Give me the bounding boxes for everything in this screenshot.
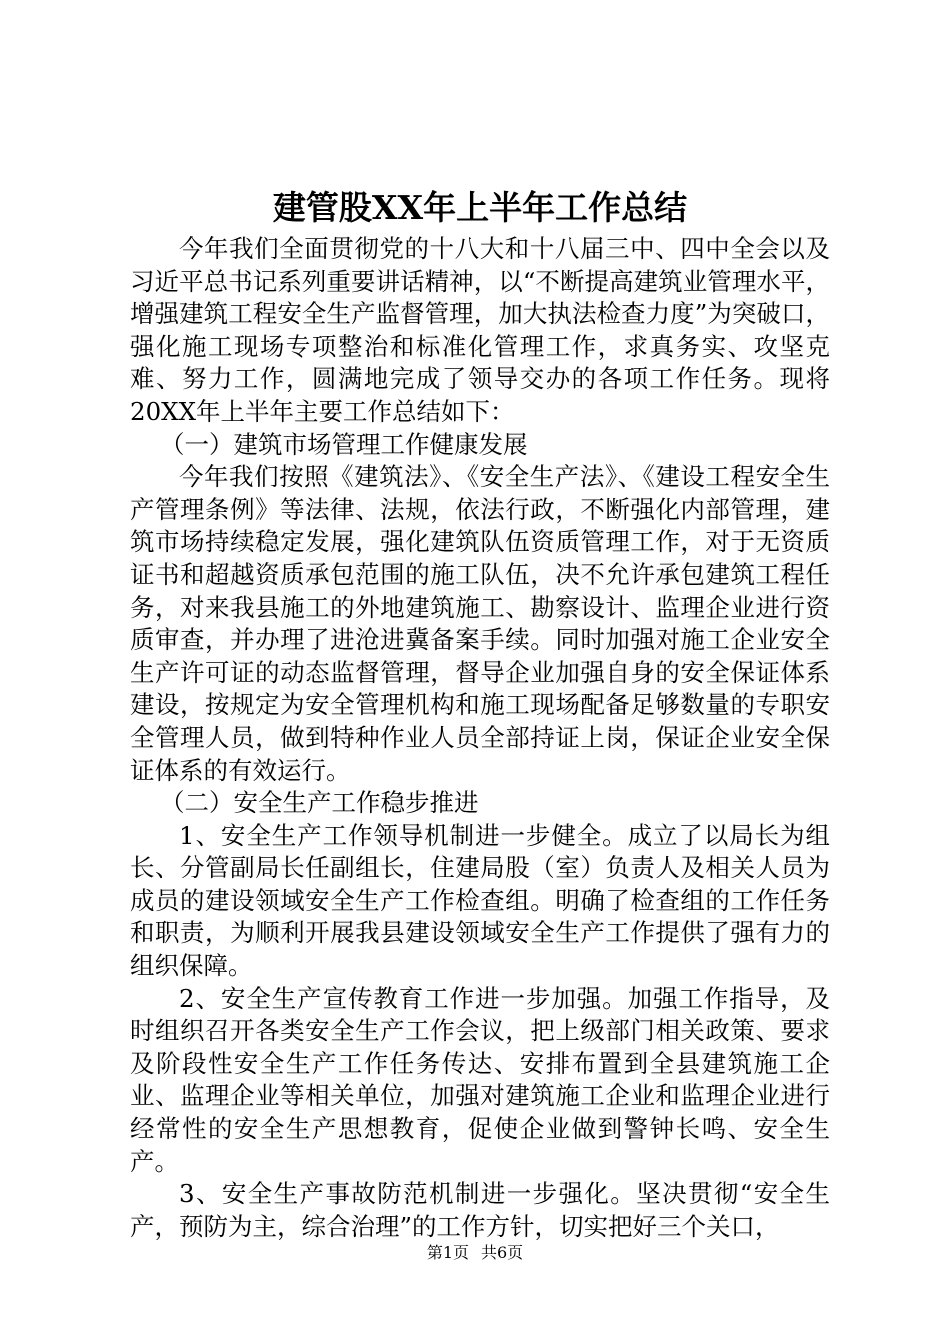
page-total: 共6页 (481, 1243, 524, 1262)
section-heading-2: （二）安全生产工作稳步推进 (160, 788, 479, 818)
safety-education-paragraph: 2、安全生产宣传教育工作进一步加强。加强工作指导，及时组织召开各类安全生产工作会议，把上级部门相关政策、要求及阶段性安全生产工作任务传达、安排布置到全县建筑施工企业、监理企业等相关单位，加强对建筑施工企业和监理企业进行经常性的安全生产思想教育，促使企业做到警钟长鸣、安全生产。 (130, 983, 830, 1176)
intro-paragraph: 今年我们全面贯彻党的十八大和十八届三中、四中全会以及习近平总书记系列重要讲话精神，以“不断提高建筑业管理水平，增强建筑工程安全生产监督管理，加大执法检查力度”为突破口，强化施工现场专项整治和标准化管理工作，求真务实、攻坚克难、努力工作，圆满地完成了领导交办的各项工作任务。现将20XX年上半年主要工作总结如下： (130, 234, 830, 426)
market-management-paragraph: 今年我们按照《建筑法》、《安全生产法》、《建设工程安全生产管理条例》等法律、法规，依法行政，不断强化内部管理，建筑市场持续稳定发展，强化建筑队伍资质管理工作，对于无资质证书和超越资质承包范围的施工队伍，决不允许承包建筑工程任务，对来我县施工的外地建筑施工、勘察设计、监理企业进行资质审查，并办理了进沧进冀备案手续。同时加强对施工企业安全生产许可证的动态监督管理，督导企业加强自身的安全保证体系建设，按规定为安全管理机构和施工现场配备足够数量的专职安全管理人员，做到特种作业人员全部持证上岗，保证企业安全保证体系的有效运行。 (130, 462, 830, 785)
page-number: 第1页 (426, 1243, 469, 1262)
section-heading-1: （一）建筑市场管理工作健康发展 (160, 429, 528, 459)
safety-leadership-paragraph: 1、安全生产工作领导机制进一步健全。成立了以局长为组长、分管副局长任副组长，住建局股（室）负责人及相关人员为成员的建设领域安全生产工作检查组。明确了检查组的工作任务和职责，为顺利开展我县建设领域安全生产工作提供了强有力的组织保障。 (130, 820, 830, 981)
document-title: 建管股XX年上半年工作总结 (272, 188, 688, 227)
document-body (130, 233, 830, 1243)
page-footer (0, 1243, 950, 1263)
accident-prevention-paragraph: 3、安全生产事故防范机制进一步强化。坚决贯彻“安全生产，预防为主，综合治理”的工作方针，切实把好三个关口， (130, 1179, 830, 1241)
